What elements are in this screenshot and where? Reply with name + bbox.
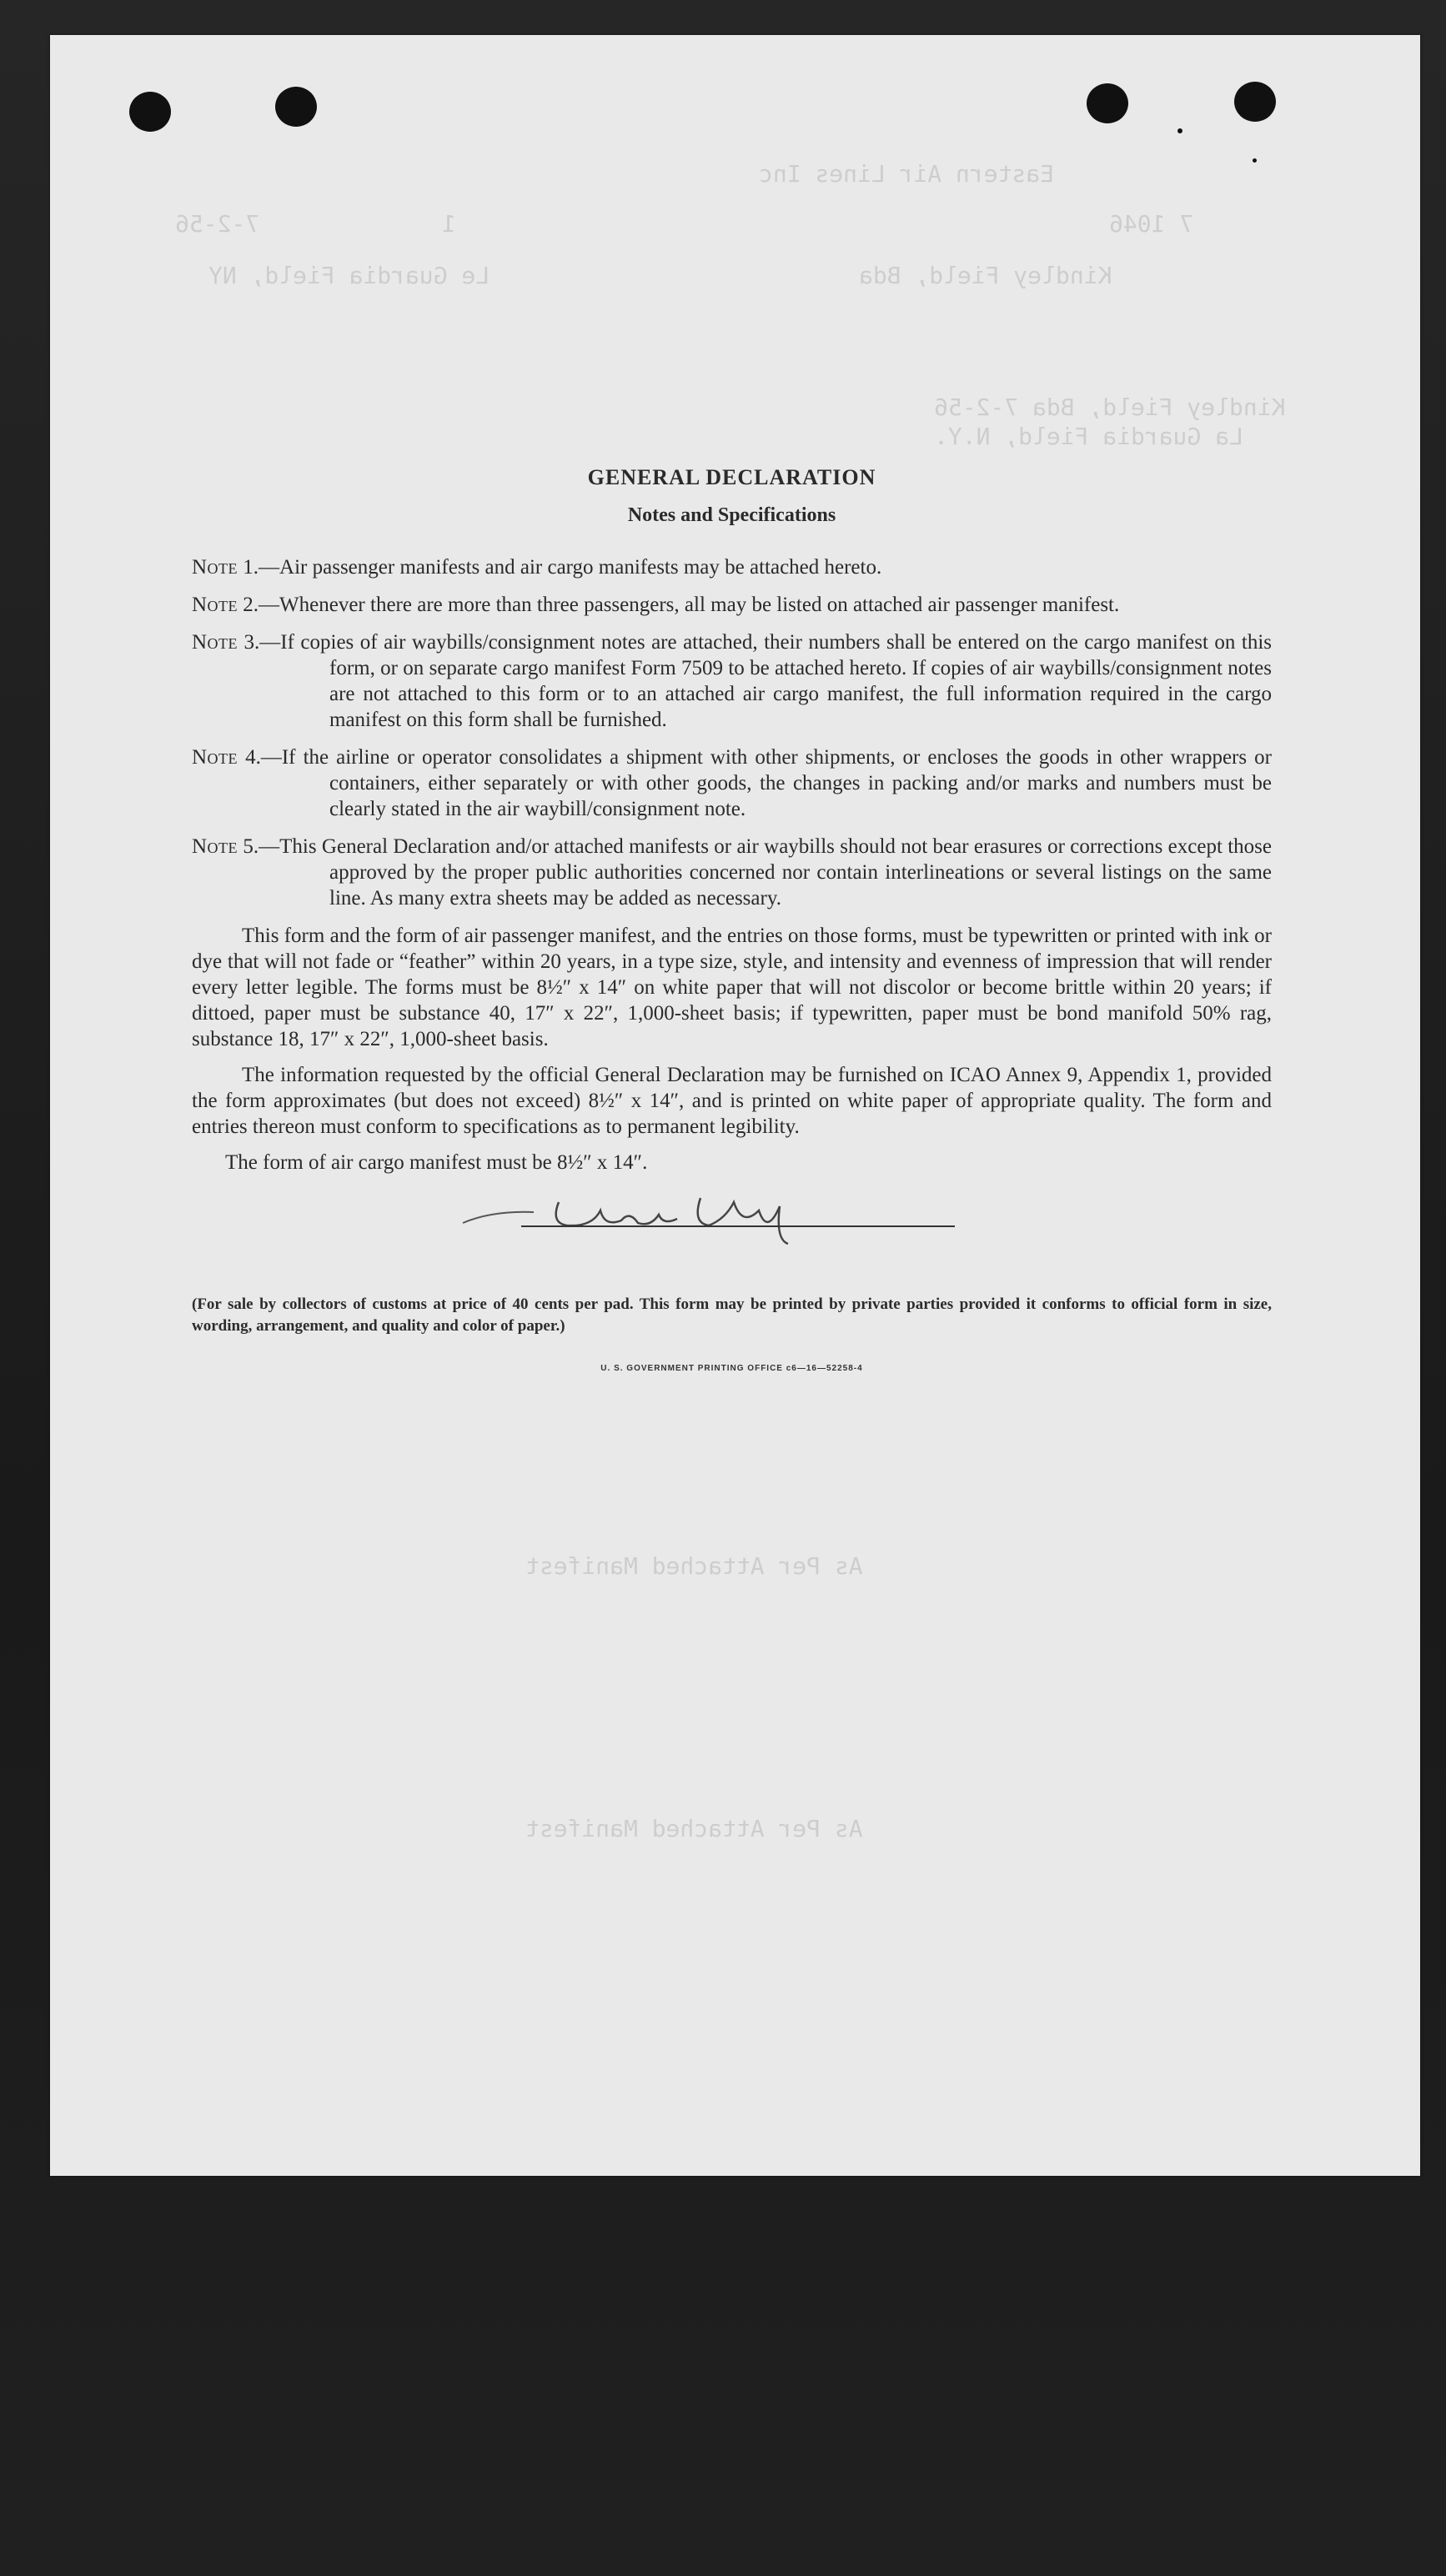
- note-text: If copies of air waybills/consignment notes are attached, their numbers shall be entered on the cargo manifest on this form, or on separate cargo manifest Form 7509 to be attached hereto. If copies of air waybills/consignment notes are not attached to this form or to an attached air cargo manifest, the full information required in the cargo manifest on this form shall be furnished.: [280, 631, 1272, 731]
- punch-hole-right-2: [1234, 82, 1276, 122]
- note-text: If the airline or operator consolidates a shipment with other shipments, or encloses the goods in other wrappers or containers, either separately or with other goods, the changes in packing and/or marks and numbers must be clearly stated in the air waybill/consignment note.: [281, 746, 1272, 820]
- note-text: Air passenger manifests and air cargo manifests may be attached hereto.: [279, 556, 882, 579]
- signature-line: [521, 1225, 955, 1227]
- bleed-through-text: Le Guardia Field, NY: [208, 262, 490, 289]
- handwritten-signature: [459, 1177, 809, 1252]
- cargo-manifest-note: The form of air cargo manifest must be 8½″ x 14″.: [225, 1151, 648, 1174]
- punch-hole-right-1: [1087, 83, 1128, 123]
- speck: [1177, 128, 1182, 133]
- sale-notice: (For sale by collectors of customs at price of 40 cents per pad. This form may be printed by private parties provided it conforms to official form in size, wording, arrangement, and quality and color of paper.): [192, 1296, 1272, 1335]
- page-subtitle: Notes and Specifications: [627, 504, 836, 526]
- note-label: Note 2.—: [192, 594, 280, 616]
- notes-list: [192, 554, 1272, 911]
- bleed-through-text: Kindley Field, Bda 7-2-56: [934, 393, 1286, 421]
- note-label: Note 1.—: [192, 556, 280, 579]
- punch-hole-left-1: [129, 92, 171, 132]
- note-text: Whenever there are more than three passengers, all may be listed on attached air passenger manifest.: [279, 594, 1120, 616]
- note-label: Note 5.—: [192, 835, 280, 858]
- note-label: Note 3.—: [192, 631, 281, 654]
- bleed-through-text: 7 1046: [1109, 210, 1194, 238]
- bleed-through-text: Kindley Field, Bda: [859, 262, 1112, 289]
- declaration-content: [192, 463, 1272, 1373]
- note-text: This General Declaration and/or attached manifests or air waybills should not bear erasures or corrections except those approved by the proper public authorities concerned nor contain interlineations or several listings on the same line. As many extra sheets may be added as necessary.: [279, 835, 1273, 910]
- page-title: GENERAL DECLARATION: [587, 465, 876, 489]
- bleed-through-text: As Per Attached Manifest: [525, 1552, 863, 1580]
- punch-hole-left-2: [275, 87, 317, 127]
- bleed-through-text: La Guardia Field, N.Y.: [934, 423, 1243, 450]
- paragraph-legibility: This form and the form of air passenger manifest, and the entries on those forms, must be typewritten or printed with ink or dye that will not fade or “feather” within 20 years, in a type size, style, and intensity and evenness of impression that will render every letter legible. The forms must be 8½″ x 14″ on white paper that will not discolor or become brittle within 20 years; if dittoed, paper must be substance 40, 17″ x 22″, 1,000-sheet basis; if typewritten, paper must be bond manifold 50% rag, substance 18, 17″ x 22″, 1,000-sheet basis.: [192, 925, 1272, 1050]
- note-1: [192, 554, 1272, 580]
- note-label: Note 4.—: [192, 746, 282, 769]
- note-2: [192, 592, 1272, 618]
- note-3: [192, 629, 1272, 733]
- bleed-through-text: Eastern Air Lines Inc: [759, 160, 1055, 188]
- speck: [1253, 158, 1257, 163]
- note-4: [192, 744, 1272, 822]
- bleed-through-text: As Per Attached Manifest: [525, 1815, 863, 1842]
- signature-block: [192, 1185, 1272, 1260]
- paragraph-icao: The information requested by the official General Declaration may be furnished on ICAO Annex 9, Appendix 1, provided the form approximates (but does not exceed) 8½″ x 14″, and is printed on white paper of appropriate quality. The form and entries thereon must conform to specifications as to permanent legibility.: [192, 1064, 1272, 1138]
- printer-imprint: U. S. GOVERNMENT PRINTING OFFICE c6—16—52258-4: [600, 1364, 863, 1373]
- note-5: [192, 834, 1272, 911]
- bleed-through-text: 7-2-56: [175, 210, 260, 238]
- bleed-through-text: 1: [442, 210, 456, 238]
